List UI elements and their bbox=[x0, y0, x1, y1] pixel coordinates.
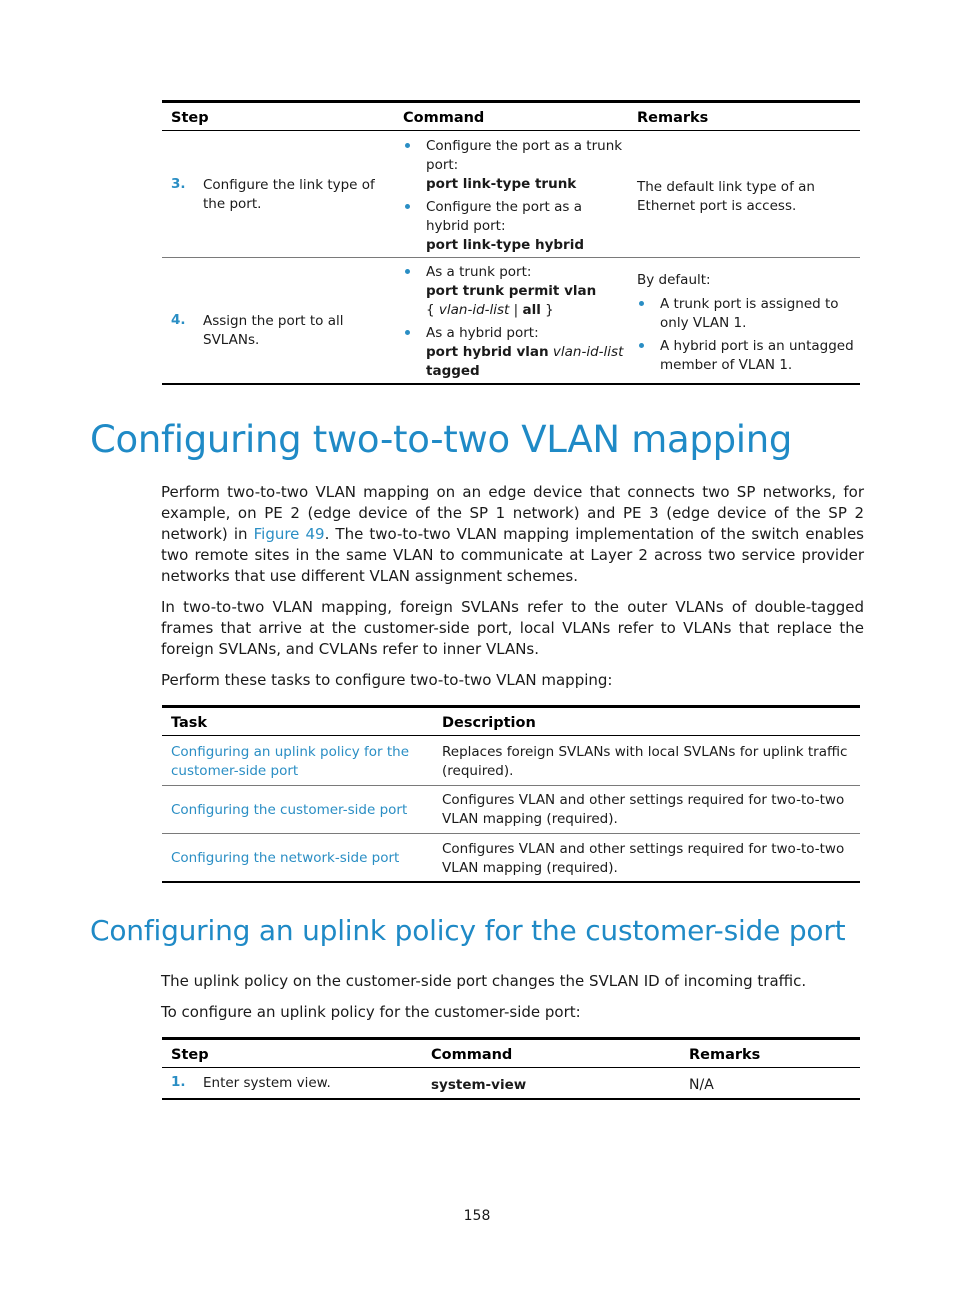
step-description: Configure the link type of the port. bbox=[203, 177, 375, 212]
paragraph bbox=[161, 482, 864, 587]
command-code: port link-type hybrid bbox=[426, 237, 584, 253]
row-divider bbox=[162, 257, 860, 258]
column-header-step: Step bbox=[171, 110, 209, 126]
argument: vlan-id-list bbox=[438, 302, 510, 318]
section-heading: Configuring two-to-two VLAN mapping bbox=[90, 418, 793, 461]
bullet-icon bbox=[405, 330, 410, 335]
command-text: As a trunk port: bbox=[426, 264, 532, 280]
step-number: 4. bbox=[171, 312, 186, 328]
bullet-icon bbox=[405, 204, 410, 209]
table-bottom-rule bbox=[162, 383, 860, 385]
remarks-text: The default link type of an Ethernet port is access. bbox=[637, 179, 815, 214]
column-header-description: Description bbox=[442, 715, 536, 731]
table-top-rule bbox=[162, 100, 860, 103]
command-code: port trunk permit vlan bbox=[426, 283, 597, 299]
step-number: 1. bbox=[171, 1074, 186, 1090]
remarks-item: A trunk port is assigned to only VLAN 1. bbox=[660, 296, 839, 331]
command-args bbox=[426, 301, 626, 320]
subsection-heading: Configuring an uplink policy for the customer-side port bbox=[90, 914, 846, 947]
table-top-rule bbox=[162, 1037, 860, 1040]
command-text: Configure the port as a trunk port: bbox=[426, 138, 623, 173]
header-rule bbox=[162, 735, 860, 736]
bullet-icon bbox=[639, 343, 644, 348]
step-number: 3. bbox=[171, 176, 186, 192]
command-item bbox=[426, 137, 626, 194]
command-code: port hybrid vlan bbox=[426, 344, 549, 360]
bullet-icon bbox=[405, 269, 410, 274]
bullet-icon bbox=[405, 143, 410, 148]
brace-open: { bbox=[426, 302, 439, 318]
command-item bbox=[426, 198, 626, 255]
task-description: Configures VLAN and other settings required for two-to-two VLAN mapping (required). bbox=[442, 841, 845, 876]
column-header-step: Step bbox=[171, 1047, 209, 1063]
paragraph-text: . The two-to-two VLAN mapping implementation of the switch enables two remote sites in the same VLAN to communicate at Layer 2 across two service provider networks that use different VLAN assignment schemes. bbox=[161, 525, 864, 585]
table-bottom-rule bbox=[162, 881, 860, 883]
brace-close: } bbox=[540, 302, 554, 318]
command-code: port link-type trunk bbox=[426, 176, 577, 192]
row-divider bbox=[162, 785, 860, 786]
table-top-rule bbox=[162, 705, 860, 708]
command-item bbox=[426, 324, 626, 381]
paragraph: Perform these tasks to configure two-to-two VLAN mapping: bbox=[161, 671, 613, 689]
remarks-item: A hybrid port is an untagged member of VLAN 1. bbox=[660, 338, 854, 373]
column-header-task: Task bbox=[171, 715, 208, 731]
bullet-icon bbox=[639, 301, 644, 306]
keyword: all bbox=[522, 302, 541, 318]
command-code: tagged bbox=[426, 363, 480, 379]
row-divider bbox=[162, 833, 860, 834]
remarks-intro: By default: bbox=[637, 272, 711, 288]
header-rule bbox=[162, 1067, 860, 1068]
command-code: system-view bbox=[431, 1077, 527, 1093]
column-header-command: Command bbox=[403, 110, 485, 126]
header-rule bbox=[162, 130, 860, 131]
task-link-uplink-policy[interactable]: Configuring an uplink policy for the customer-side port bbox=[171, 744, 410, 779]
command-item bbox=[426, 263, 626, 320]
figure-link[interactable]: Figure 49 bbox=[253, 525, 325, 543]
page-number: 158 bbox=[463, 1208, 491, 1224]
separator: | bbox=[509, 302, 523, 318]
remarks-text: N/A bbox=[689, 1077, 714, 1093]
step-description: Enter system view. bbox=[203, 1075, 331, 1091]
command-text: As a hybrid port: bbox=[426, 325, 539, 341]
paragraph: To configure an uplink policy for the customer-side port: bbox=[161, 1003, 581, 1021]
command-text: Configure the port as a hybrid port: bbox=[426, 199, 583, 234]
column-header-remarks: Remarks bbox=[689, 1047, 761, 1063]
argument: vlan-id-list bbox=[552, 344, 624, 360]
task-description: Replaces foreign SVLANs with local SVLANs for uplink traffic (required). bbox=[442, 744, 848, 779]
paragraph: In two-to-two VLAN mapping, foreign SVLANs refer to the outer VLANs of double-tagged frames that arrive at the customer-side port, local VLANs refer to VLANs that replace the foreign SVLANs, and CVLANs refer to inner VLANs. bbox=[161, 598, 864, 658]
column-header-command: Command bbox=[431, 1047, 513, 1063]
paragraph-text: Perform two-to-two VLAN mapping on an edge device that connects two SP networks, for example, on PE 2 (edge device of the SP 1 network) and PE 3 (edge device of the SP 2 network) in bbox=[161, 483, 864, 543]
task-link-customer-side-port[interactable]: Configuring the customer-side port bbox=[171, 802, 408, 818]
step-description: Assign the port to all SVLANs. bbox=[203, 313, 344, 348]
task-link-network-side-port[interactable]: Configuring the network-side port bbox=[171, 850, 400, 866]
paragraph: The uplink policy on the customer-side port changes the SVLAN ID of incoming traffic. bbox=[161, 972, 807, 990]
task-description: Configures VLAN and other settings required for two-to-two VLAN mapping (required). bbox=[442, 792, 845, 827]
column-header-remarks: Remarks bbox=[637, 110, 709, 126]
table-bottom-rule bbox=[162, 1098, 860, 1100]
